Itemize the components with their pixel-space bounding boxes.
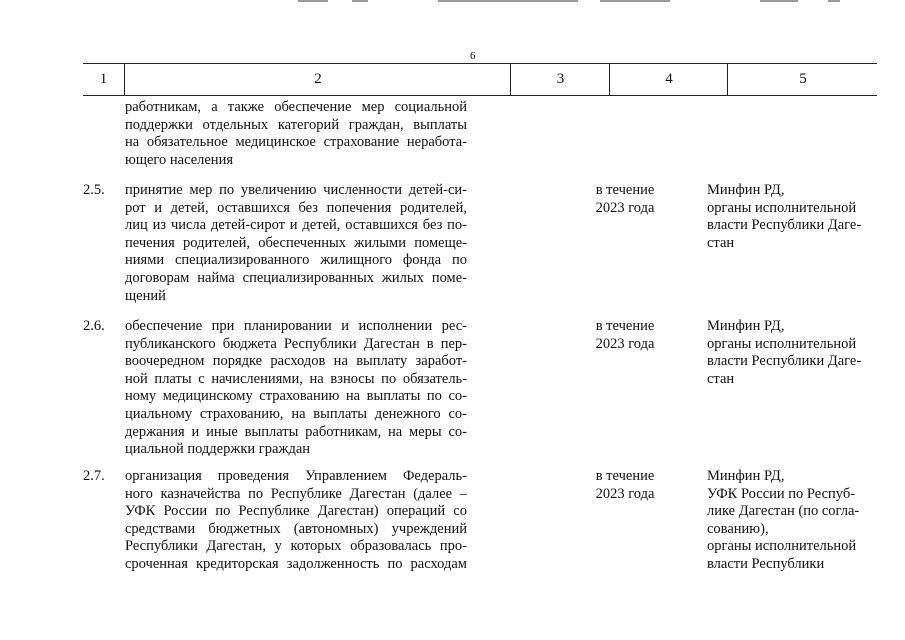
header-col-2: 2 bbox=[124, 64, 511, 95]
description-line: печения родителей, обеспеченных жилыми помеще- bbox=[125, 234, 467, 251]
description-line: воочередном порядке расходов на выплату заработ- bbox=[125, 353, 467, 370]
description-line: организация проведения Управлением Федераль- bbox=[125, 468, 467, 484]
description-line: ющего населения bbox=[125, 151, 233, 168]
description-line: циальному страхованию, на выплаты денежного со- bbox=[125, 405, 467, 422]
responsible-line: стан bbox=[707, 370, 735, 387]
header-col-4: 4 bbox=[609, 64, 728, 95]
responsible-line: органы исполнительной bbox=[707, 538, 857, 555]
description-line: ному медицинскому страхованию на выплаты по со- bbox=[125, 388, 467, 405]
header-col-3: 3 bbox=[510, 64, 610, 95]
responsible-line: органы исполнительной bbox=[707, 199, 857, 216]
description-line: поддержки отдельных категорий граждан, выплаты bbox=[125, 116, 467, 133]
row-description bbox=[125, 182, 467, 305]
scan-artifact bbox=[828, 0, 840, 2]
description-line: щений bbox=[125, 287, 166, 304]
table-header bbox=[83, 63, 877, 96]
term-line: 2023 года bbox=[595, 485, 655, 502]
scan-artifact bbox=[298, 0, 328, 2]
description-line: работникам, а также обеспечение мер социальной bbox=[125, 99, 467, 115]
scan-artifact bbox=[352, 0, 368, 2]
row-responsible bbox=[707, 318, 879, 388]
description-line: ной платы с начислениями, на взносы по обязатель- bbox=[125, 370, 467, 387]
description-line: средствами бюджетных (автономных) учреждений bbox=[125, 520, 467, 537]
responsible-line: Минфин РД, bbox=[707, 468, 785, 484]
responsible-line: сованию), bbox=[707, 520, 769, 537]
responsible-line: власти Республики Даге- bbox=[707, 353, 862, 370]
row-term bbox=[580, 182, 670, 217]
term-line: в течение bbox=[595, 182, 655, 198]
responsible-line: органы исполнительной bbox=[707, 335, 857, 352]
responsible-line: стан bbox=[707, 234, 735, 251]
description-line: Республики Дагестан, у которых образовалась про- bbox=[125, 538, 467, 555]
description-line: принятие мер по увеличению численности детей-си- bbox=[125, 182, 467, 198]
description-line: лиц из числа детей-сирот и детей, оставшихся без по- bbox=[125, 217, 467, 234]
description-line: на обязательное медицинское страхование неработа- bbox=[125, 134, 467, 151]
responsible-line: лике Дагестан (по согла- bbox=[707, 503, 860, 520]
scan-artifact bbox=[600, 0, 670, 2]
description-line: ниями специализированного жилищного фонда по bbox=[125, 252, 467, 269]
row-responsible bbox=[707, 468, 879, 574]
row-number: 2.5. bbox=[83, 182, 105, 198]
term-line: 2023 года bbox=[595, 335, 655, 352]
description-line: держания и иные выплаты работникам, на меры со- bbox=[125, 423, 467, 440]
description-line: обеспечение при планировании и исполнении рес- bbox=[125, 318, 467, 334]
row-description bbox=[125, 99, 467, 169]
description-line: рот и детей, оставшихся без попечения родителей, bbox=[125, 199, 467, 216]
term-line: 2023 года bbox=[595, 199, 655, 216]
scan-artifact bbox=[760, 0, 798, 2]
row-term bbox=[580, 318, 670, 353]
description-line: публиканского бюджета Республики Дагестан в пер- bbox=[125, 335, 467, 352]
header-col-5: 5 bbox=[727, 64, 878, 95]
header-col-1: 1 bbox=[99, 71, 108, 87]
responsible-line: власти Республики Даге- bbox=[707, 217, 862, 234]
responsible-line: власти Республики bbox=[707, 555, 825, 572]
description-line: УФК России по Республике Дагестан) операций со bbox=[125, 503, 467, 520]
responsible-line: УФК России по Респуб- bbox=[707, 485, 856, 502]
description-line: ного казначейства по Республике Дагестан (далее – bbox=[125, 485, 467, 502]
scan-artifact bbox=[438, 0, 578, 2]
description-line: договорам найма специализированных жилых поме- bbox=[125, 269, 467, 286]
row-number: 2.6. bbox=[83, 318, 105, 334]
responsible-line: Минфин РД, bbox=[707, 182, 785, 198]
responsible-line: Минфин РД, bbox=[707, 318, 785, 334]
row-description bbox=[125, 318, 467, 459]
row-responsible bbox=[707, 182, 879, 252]
description-line: сроченная кредиторская задолженность по расходам bbox=[125, 555, 467, 572]
page-number: 6 bbox=[470, 50, 476, 62]
row-number: 2.7. bbox=[83, 468, 105, 484]
row-description bbox=[125, 468, 467, 574]
row-term bbox=[580, 468, 670, 503]
term-line: в течение bbox=[595, 468, 655, 484]
description-line: циальной поддержки граждан bbox=[125, 441, 311, 458]
term-line: в течение bbox=[595, 318, 655, 334]
